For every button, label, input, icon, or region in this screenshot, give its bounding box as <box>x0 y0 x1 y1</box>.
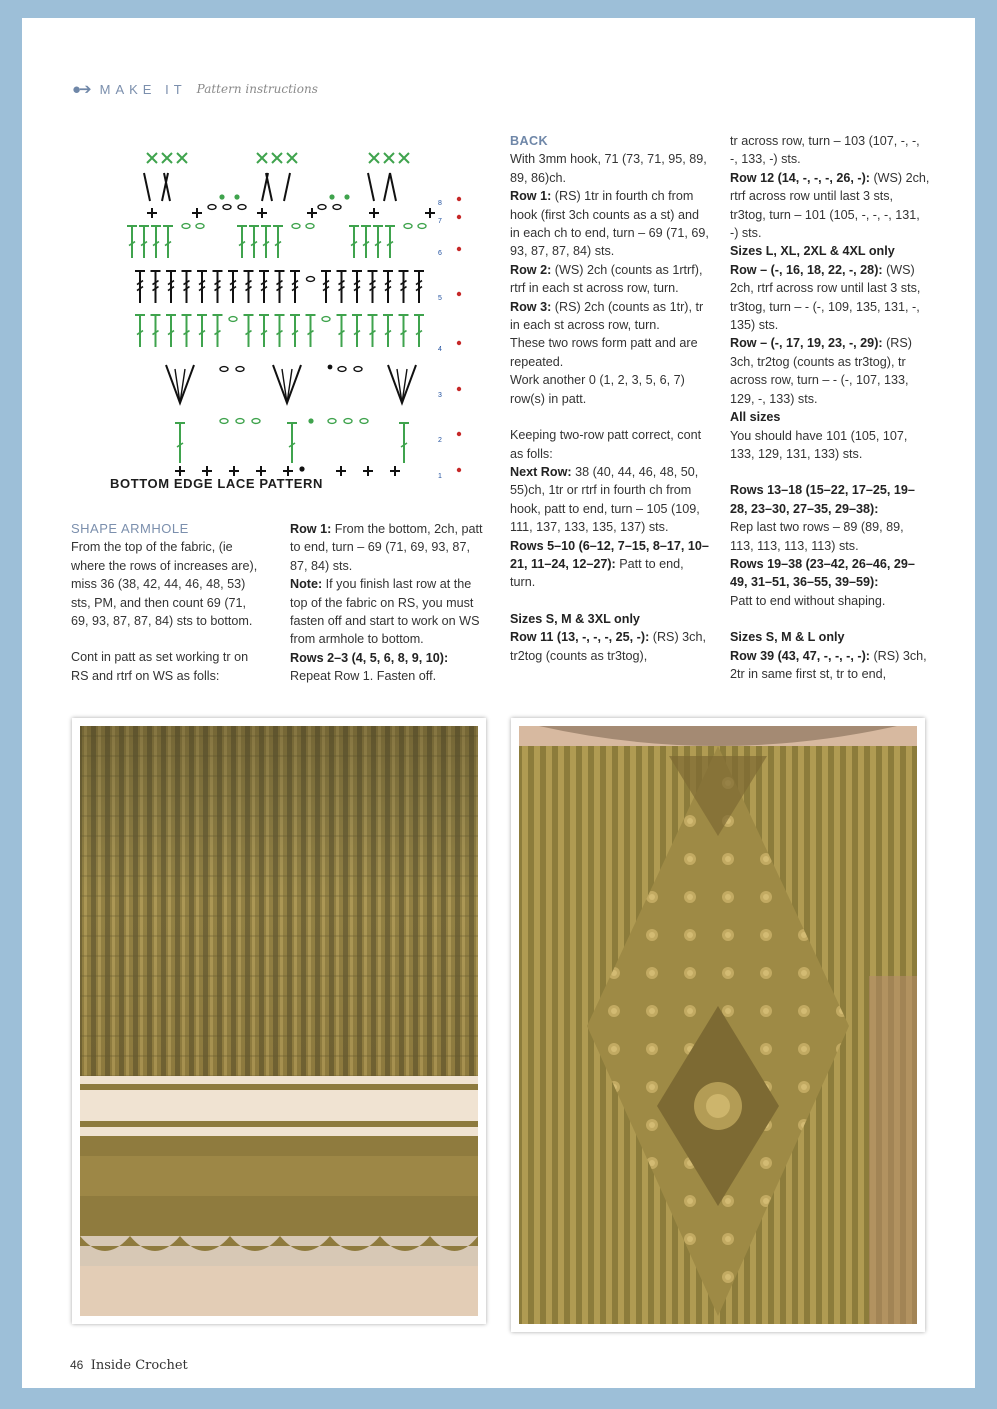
section-title: MAKE IT <box>99 81 187 97</box>
row-label: Row 39 (43, 47, -, -, -, -): <box>730 648 870 663</box>
ch-symbol <box>252 419 260 424</box>
paragraph: Work another 0 (1, 2, 3, 5, 6, 7) row(s) in patt. <box>510 373 685 406</box>
picot-symbol <box>162 153 172 163</box>
tr-symbol <box>361 226 371 258</box>
paragraph <box>730 481 930 518</box>
tr-symbol <box>127 226 137 258</box>
row-text: (RS) 3ch, tr2tog (counts as tr3tog), <box>510 630 706 663</box>
ch-symbol <box>220 419 228 424</box>
tr-symbol <box>414 271 424 303</box>
sc-symbol <box>425 208 435 218</box>
row-number: 4 <box>438 346 442 353</box>
paragraph <box>290 575 488 649</box>
row-text: 38 (40, 44, 46, 48, 50, 55) <box>510 464 699 498</box>
slst-symbol <box>328 365 333 370</box>
tr-symbol <box>151 315 161 347</box>
ch-symbol <box>418 224 426 229</box>
slst-symbol <box>234 194 239 199</box>
ch-symbol <box>292 224 300 229</box>
row-label: Next Row: <box>510 464 572 479</box>
row-text: (RS) 3ch, tr2tog (counts as tr3tog), tr across row, turn – - (-, 107, 133, 129, -, 133) sts. <box>730 336 912 406</box>
row-number: 1 <box>438 473 442 480</box>
v-symbol <box>388 365 416 403</box>
row-numbers <box>438 200 442 480</box>
section-subtitle: Pattern instructions <box>196 82 318 96</box>
paragraph: tr across row, turn – 103 (107, -, -, -, 133, -) sts. <box>730 134 920 167</box>
row-text: (RS) 3ch, 2tr in same first st, tr to end, <box>730 648 927 681</box>
sizes-heading: All sizes <box>730 410 781 425</box>
ch-symbol <box>404 224 412 229</box>
tr-symbol <box>261 226 271 258</box>
tr-symbol <box>414 315 424 347</box>
paragraph <box>510 537 710 592</box>
slst-symbol <box>344 194 349 199</box>
sc-symbol <box>336 466 346 476</box>
row-label: Rows 19–38 (23–42, 26–46, 29–49, 31–51, 36–55, 39–59): <box>730 556 915 590</box>
v-symbol <box>175 369 185 403</box>
chart-symbols <box>127 153 461 476</box>
tr-symbol <box>244 315 254 347</box>
slst-symbol <box>457 215 461 219</box>
sc-symbol <box>369 208 379 218</box>
tr-symbol <box>287 423 297 463</box>
tr-symbol <box>321 271 331 303</box>
paragraph <box>510 610 710 628</box>
slst-symbol <box>457 197 461 201</box>
row-label: Row – (-, 16, 18, 22, -, 28): <box>730 262 883 277</box>
sc-symbol <box>257 208 267 218</box>
page-footer <box>70 1358 188 1373</box>
row-number: 3 <box>438 392 442 399</box>
row-text: ch, 1tr or rtrf in fourth ch from hook, patt to end, turn – 105 (109, 111, 137, 133, 135, 137) sts. <box>510 483 700 535</box>
section-heading: BACK <box>510 134 548 148</box>
row-label: Row 11 (13, -, -, -, 25, -): <box>510 630 650 645</box>
tr-symbol <box>175 423 185 463</box>
tr-symbol <box>135 271 145 303</box>
slst-symbol <box>457 247 461 251</box>
ch-symbol <box>229 317 237 322</box>
paragraph <box>510 261 710 298</box>
paragraph <box>510 187 710 261</box>
tr-symbol <box>182 271 192 303</box>
tr-symbol <box>139 226 149 258</box>
ch-symbol <box>322 317 330 322</box>
picot-symbol <box>399 153 409 163</box>
sc-symbol <box>192 208 202 218</box>
picot-symbol <box>257 153 267 163</box>
sc-symbol <box>147 208 157 218</box>
paragraph: These two rows form patt and are repeated. <box>510 336 698 369</box>
photo-ribbed-hem-image <box>80 726 478 1316</box>
paragraph <box>290 649 488 686</box>
tr-symbol <box>275 271 285 303</box>
dtr-symbol <box>384 173 390 201</box>
ch-symbol <box>223 205 231 210</box>
row-text: (WS) 2ch, rtrf across row until last 3 sts, tr3tog, turn – - (-, 109, 135, 131, -, 135) sts. <box>730 262 921 333</box>
dtr-symbol <box>266 173 272 201</box>
row-text: Patt to end, turn. <box>510 556 684 590</box>
slst-symbol <box>219 194 224 199</box>
sc-symbol <box>307 208 317 218</box>
dtr-symbol <box>368 173 374 201</box>
photo-sweater-front <box>511 718 925 1332</box>
ch-symbol <box>307 277 315 282</box>
section-heading: SHAPE ARMHOLE <box>71 521 189 536</box>
tr-symbol <box>197 315 207 347</box>
paragraph: Rep last two rows – 89 (89, 89, 113, 113, 113, 113) sts. <box>730 520 904 553</box>
paragraph <box>730 261 930 335</box>
row-number: 7 <box>438 218 442 225</box>
tr-symbol <box>368 315 378 347</box>
ch-symbol <box>338 367 346 372</box>
tr-symbol <box>337 315 347 347</box>
dtr-symbol <box>284 173 290 201</box>
slst-symbol <box>457 341 461 345</box>
ch-symbol <box>306 224 314 229</box>
row-text: (WS) 2ch (counts as 1rtrf), rtrf in each st across row, turn. <box>510 262 703 296</box>
note-label: Note: <box>290 577 323 592</box>
ch-symbol <box>182 224 190 229</box>
crochet-chart <box>112 133 452 480</box>
paragraph <box>730 647 930 684</box>
row-label: Rows 13–18 (15–22, 17–25, 19–28, 23–30, 27–35, 29–38): <box>730 483 915 516</box>
page-header <box>72 80 318 98</box>
picot-symbol <box>384 153 394 163</box>
tr-symbol <box>259 271 269 303</box>
row-text: (WS) 2ch, rtrf across row until last 3 sts, tr3tog, turn – 101 (105, -, -, -, 131, -) sts. <box>730 170 930 241</box>
tr-symbol <box>237 226 247 258</box>
picot-symbol <box>147 153 157 163</box>
tr-symbol <box>290 315 300 347</box>
tr-symbol <box>399 271 409 303</box>
sc-symbol <box>256 466 266 476</box>
tr-symbol <box>399 423 409 463</box>
ch-symbol <box>318 205 326 210</box>
ch-symbol <box>328 419 336 424</box>
ch-symbol <box>238 205 246 210</box>
row-label: Rows 5–10 (6–12, 7–15, 8–17, 10–21, 11–24, 12–27): <box>510 538 709 571</box>
row-label: Rows 2–3 (4, 5, 6, 8, 9, 10): <box>290 650 449 665</box>
tr-symbol <box>383 271 393 303</box>
v-symbol <box>166 365 194 403</box>
tr-symbol <box>166 315 176 347</box>
ch-symbol <box>208 205 216 210</box>
page-number: 46 <box>70 1358 84 1372</box>
tr-symbol <box>385 226 395 258</box>
paragraph <box>730 555 930 592</box>
slst-symbol <box>457 432 461 436</box>
tr-symbol <box>368 271 378 303</box>
picot-symbol <box>272 153 282 163</box>
photo-sweater-front-image <box>519 726 917 1324</box>
row-number: 6 <box>438 250 442 257</box>
tr-symbol <box>352 315 362 347</box>
row-text: (RS) 1tr in fourth ch from hook (first 3ch counts as a st) and in each ch to end, turn – 69 (71, 69, 93, 87, 87, 84) sts. <box>510 189 709 259</box>
slst-symbol <box>457 468 461 472</box>
ch-symbol <box>196 224 204 229</box>
paragraph <box>510 628 710 665</box>
magazine-name: Inside Crochet <box>90 1358 188 1373</box>
tr-symbol <box>399 315 409 347</box>
tr-symbol <box>182 315 192 347</box>
tr-symbol <box>290 271 300 303</box>
sizes-heading: Sizes S, M & 3XL only <box>510 611 640 626</box>
ch-symbol <box>236 419 244 424</box>
tr-symbol <box>259 315 269 347</box>
dtr-symbol <box>144 173 150 201</box>
paragraph <box>730 169 930 243</box>
paragraph <box>510 298 710 335</box>
tr-symbol <box>306 315 316 347</box>
picot-symbol <box>177 153 187 163</box>
slst-symbol <box>329 194 334 199</box>
chart-caption: BOTTOM EDGE LACE PATTERN <box>110 476 324 491</box>
slst-symbol <box>308 418 313 423</box>
page <box>22 18 975 1388</box>
paragraph: You should have 101 (105, 107, 133, 129, 131, 133) sts. <box>730 428 908 461</box>
tr-symbol <box>197 271 207 303</box>
paragraph <box>730 628 930 646</box>
paragraph: From the top of the fabric, (ie where the rows of increases are), miss 36 (38, 42, 44, 46, 48, 53) sts, PM, and then count 69 (71, 69, 93, 87, 87, 84) sts to bottom. <box>71 540 258 629</box>
ch-symbol <box>220 367 228 372</box>
row-label: Row 3: <box>510 299 552 314</box>
column-back <box>510 132 710 665</box>
tr-symbol <box>135 315 145 347</box>
photo-ribbed-hem <box>72 718 486 1324</box>
ch-symbol <box>344 419 352 424</box>
sizes-heading: Sizes L, XL, 2XL & 4XL only <box>730 244 895 259</box>
sc-symbol <box>175 466 185 476</box>
row-text: Repeat Row 1. Fasten off. <box>290 669 437 684</box>
row-label: Row 12 (14, -, -, -, 26, -): <box>730 170 870 185</box>
paragraph <box>730 408 930 426</box>
tr-symbol <box>383 315 393 347</box>
tr-symbol <box>213 271 223 303</box>
tr-symbol <box>151 271 161 303</box>
tr-symbol <box>373 226 383 258</box>
sc-symbol <box>390 466 400 476</box>
sc-symbol <box>202 466 212 476</box>
paragraph: Patt to end without shaping. <box>730 593 886 608</box>
tr-symbol <box>273 226 283 258</box>
slst-symbol <box>299 466 304 471</box>
sc-symbol <box>363 466 373 476</box>
ch-symbol <box>333 205 341 210</box>
tr-symbol <box>275 315 285 347</box>
sc-symbol <box>283 466 293 476</box>
picot-symbol <box>287 153 297 163</box>
dtr-symbol <box>390 173 396 201</box>
tr-symbol <box>249 226 259 258</box>
row-text: (RS) 2ch (counts as 1tr), tr in each st across row, turn. <box>510 299 704 333</box>
paragraph <box>730 334 930 408</box>
tr-symbol <box>166 271 176 303</box>
paragraph: Keeping two-row patt correct, cont as folls: <box>510 428 702 461</box>
tr-symbol <box>349 226 359 258</box>
row-number: 5 <box>438 295 442 302</box>
row-number: 8 <box>438 200 442 207</box>
tr-symbol <box>151 226 161 258</box>
v-symbol <box>397 369 407 403</box>
row-number: 2 <box>438 437 442 444</box>
column-shape-armhole <box>71 520 266 685</box>
tr-symbol <box>352 271 362 303</box>
slst-symbol <box>457 387 461 391</box>
note-text: If you finish last row at the top of the fabric on RS, you must fasten off and start to work on WS from armhole to bottom. <box>290 577 480 647</box>
paragraph: With 3mm hook, 71 (73, 71, 95, 89, 89, 86)ch. <box>510 152 707 185</box>
tr-symbol <box>228 271 238 303</box>
v-symbol <box>282 369 292 403</box>
row-label: Row 2: <box>510 262 552 277</box>
ch-symbol <box>236 367 244 372</box>
row-label: Row 1: <box>510 189 552 204</box>
tr-symbol <box>244 271 254 303</box>
paragraph <box>730 242 930 260</box>
sc-symbol <box>229 466 239 476</box>
sizes-heading: Sizes S, M & L only <box>730 630 845 645</box>
tr-symbol <box>213 315 223 347</box>
ch-symbol <box>360 419 368 424</box>
v-symbol <box>273 365 301 403</box>
row-label: Row 1: <box>290 522 332 536</box>
paragraph <box>510 463 710 537</box>
tr-symbol <box>163 226 173 258</box>
paragraph <box>290 520 488 575</box>
ch-symbol <box>354 367 362 372</box>
slst-symbol <box>457 292 461 296</box>
row-text: From the bottom, 2ch, patt to end, turn – 69 (71, 69, 93, 87, 87, 84) sts. <box>290 522 483 573</box>
column-back-continued <box>730 132 930 683</box>
paragraph: Cont in patt as set working tr on RS and rtrf on WS as folls: <box>71 650 249 683</box>
arrow-icon: ●➔ <box>72 81 90 98</box>
picot-symbol <box>369 153 379 163</box>
row-label: Row – (-, 17, 19, 23, -, 29): <box>730 336 883 351</box>
tr-symbol <box>337 271 347 303</box>
column-rows <box>290 520 488 686</box>
